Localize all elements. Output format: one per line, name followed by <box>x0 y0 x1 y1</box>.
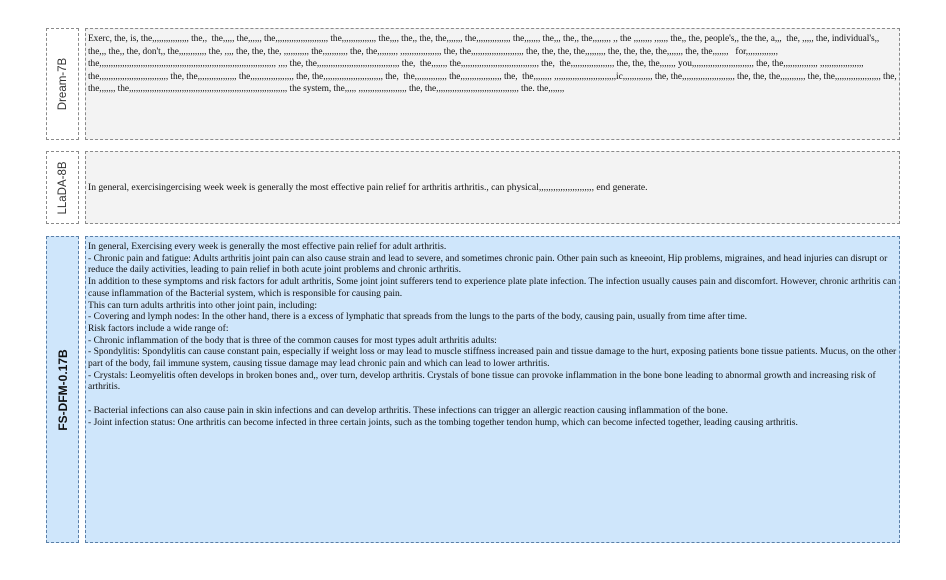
output-text-dream-7b: Exerc, the, is, the,,,,,,,,,,,,,,,, the,, the,,,,, the,,,,,, the,,,,,,,,,,,,,,,,,,,,,,, the,,,,,,,,,,,,,,, the,,,, the,, the, the,,,,,,, the,,,,,,,,,,,,,,, the,,,,,,, the,,, the,, the,,,,,,,, ,, the ,,,,,,,, ,,,,,, the,, the, people's,, the the, a,,, the, ,,,,, the, individual's,, the,,, the,, the, don't,, the,,,,,,,,,,,, the, ,,,, the, the, the, ,,,,,,,,,,, the,,,,,,,,,,, the, the,,,,,,,,, ,,,,,,,,,,,,,,,,,, the, the,,,,,,,,,,,,,,,,,,,,,,, the, the, the, the,,,,,,,,, the, the, the, the,,,,,,, the, the,,,,,,, for,,,,,,,,,,,,,, the,,,,,,,,,,,,,,,,,,,,,,,,,,,,,,,,,,,,,,,,,,,,,,,,,,,,,,,,,,,,,,,,,,,,,,,,,,,,, ,,,, the, the,,,,,,,,,,,,,,,,,,,,,,,,,,,,,,,,,,,, the, the,,,,,,, the,,,,,,,,,,,,,,,,,,,,,,,,,,,,,,,,,, the, the,,,,,,,,,,,,,,,,,,, the, the, the,,,,,,, you,,,,,,,,,,,,,,,,,,,,,,,,,,, the, the,,,,,,,,,,,,,,, ,,,,,,,,,,,,,,,,,,, the,,,,,,,,,,,,,,,,,,,,,,,,,,,,,, the, the,,,,,,,,,,,,,,,,, the,,,,,,,,,,,,,,,,,,, the, the,,,,,,,,,,,,,,,,,,,,,,,,,, the, the,,,,,,,,,,,,,, the,,,,,,,,,,,,,,,,,, the, the,,,,,,,, ,,,,,,,,,,,,,,,,,,,,,,,,,,,ic,,,,,,,,,,,,, the, the,,,,,,,,,,,,,,,,,,,,,,, the, the, the,,,,,,,,,,, the, the,,,,,,,,,,,,,,,,,,,, the, the,,,,,,, the,,,,,,,,,,,,,,,,,,,,,,,,,,,,,,,,,,,,,,,,,,,,,,,,,,,,,,,,,,,,,,,,,,,,, the system, the,,,,, ,,,,,,,,,,,,,,,,,,,,, the, the,,,,,,,,,,,,,,,,,,,,,,,,,,,,,,,,,,,, the. the,,,,,,, <box>88 34 899 94</box>
model-label-box-fs-dfm <box>46 236 79 543</box>
output-box-dream-7b <box>85 28 900 140</box>
model-label-llada-8b: LLaDA-8B <box>56 160 69 215</box>
output-text-llada-8b: In general, exercisingercising week week is generally the most effective pain relief for arthritis arthritis., can physical,,,,,,,,,,,,,,,,,,,,,,, end generate. <box>88 181 648 193</box>
row-dream-7b <box>46 28 900 140</box>
model-label-box-dream-7b <box>46 28 79 140</box>
row-llada-8b <box>46 151 900 224</box>
model-label-dream-7b: Dream-7B <box>56 57 69 111</box>
output-box-llada-8b <box>85 151 900 224</box>
model-label-box-llada-8b <box>46 151 79 224</box>
row-fs-dfm <box>46 236 900 543</box>
model-label-fs-dfm: FS-DFM-0.17B <box>55 348 70 431</box>
output-text-fs-dfm: In general, Exercising every week is generally the most effective pain relief for adult arthritis. - Chronic pain and fatigue: Adults arthritis joint pain can also cause strain and lead to severe, and sometimes chronic pain. Other pain such as kneeoint, Hip problems, migraines, and head injuries can disrupt or reduce the daily activities, leading to pain relief in both acute joint problems and chronic arthritis. In addition to these symptoms and risk factors for adult arthritis, Some joint joint sufferers tend to experience plate plate infection. The infection usually causes pain and discomfort. However, chronic arthritis can cause inflammation of the Bacterial system, which is responsible for causing pain. This can turn adults arthritis into other joint pain, including: - Covering and lymph nodes: In the other hand, there is a excess of lymphatic that spreads from the lungs to the parts of the body, causing pain, usually from time after time. Risk factors include a wide range of: - Chronic inflammation of the body that is three of the common causes for most types adult arthritis adults: - Spondylitis: Spondylitis can cause constant pain, especially if weight loss or may lead to muscle stiffness increased pain and tissue damage to the hurt, exposing patients bone tissue patients. Mucus, on the other part of the body, fail immune system, causing tissue damage may lead chronic pain and which can lead to lower arthritis. - Crystals: Leomyelitis often develops in broken bones and,, over turn, develop arthritis. Crystals of bone tissue can provoke inflammation in the bone bone leading to abnormal growth and increasing risk of arthritis. - Bacterial infections can also cause pain in skin infections and can develop arthritis. These infections can trigger an allergic reaction causing inflammation of the bone. - Joint infection status: One arthritis can become infected in three certain joints, such as the tombing together tendon hump, which can become infected together, leading causing arthritis. <box>88 241 897 428</box>
output-box-fs-dfm <box>85 236 900 543</box>
